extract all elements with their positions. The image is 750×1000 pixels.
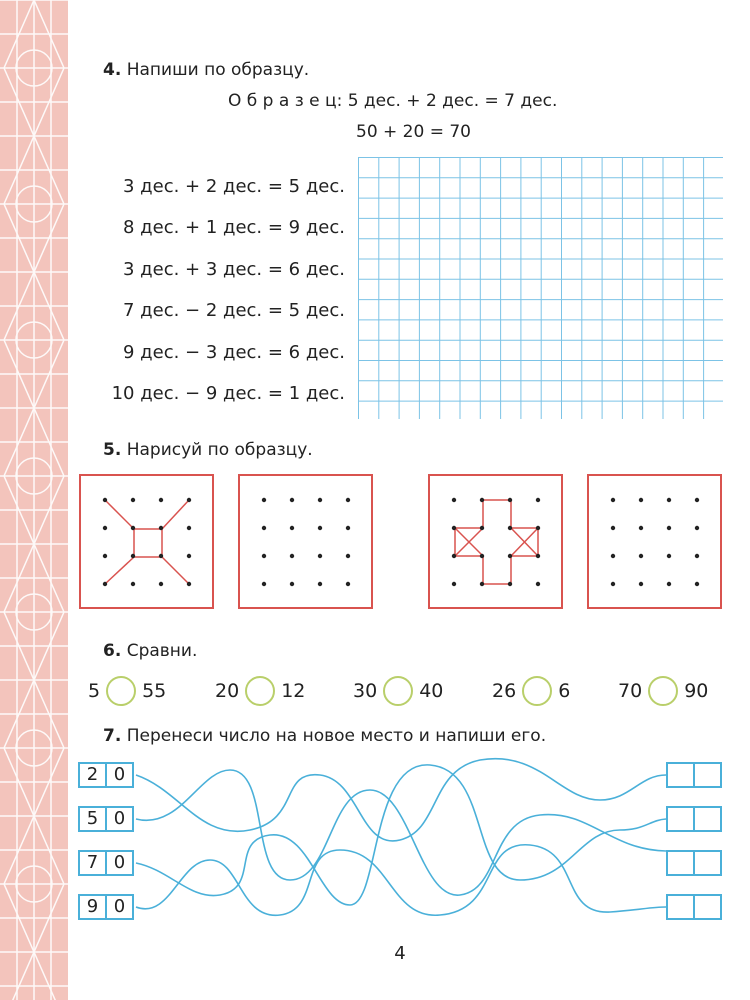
digit-units: 0 bbox=[105, 808, 132, 830]
answer-box-4[interactable] bbox=[666, 894, 722, 920]
maze-line bbox=[136, 759, 666, 841]
compare-right: 12 bbox=[281, 680, 306, 702]
compare-left: 70 bbox=[618, 680, 643, 702]
sample-label: О б р а з е ц: bbox=[228, 91, 343, 111]
task7-number: 7. bbox=[103, 726, 122, 746]
digit-tens: 5 bbox=[86, 808, 99, 829]
maze-line bbox=[136, 770, 666, 895]
number-box-2 bbox=[78, 806, 134, 832]
page-number: 4 bbox=[394, 943, 406, 964]
sample-expression: 5 дес. + 2 дес. = 7 дес. bbox=[347, 91, 558, 111]
digit-units: 0 bbox=[105, 852, 132, 874]
task4-number: 4. bbox=[103, 60, 122, 80]
equation-5: 9 дес. − 3 дес. = 6 дес. bbox=[123, 342, 345, 363]
task6-title: Сравни. bbox=[126, 641, 198, 661]
compare-left: 30 bbox=[353, 680, 378, 702]
answer-box-3[interactable] bbox=[666, 850, 722, 876]
equation-6: 10 дес. − 9 дес. = 1 дес. bbox=[111, 383, 345, 404]
number-box-3 bbox=[78, 850, 134, 876]
digit-tens: 7 bbox=[86, 852, 99, 873]
answer-box-2[interactable] bbox=[666, 806, 722, 832]
task4-title: Напиши по образцу. bbox=[126, 60, 310, 80]
digit-units: 0 bbox=[105, 896, 132, 918]
equation-3: 3 дес. + 3 дес. = 6 дес. bbox=[123, 259, 345, 280]
number-box-4 bbox=[78, 894, 134, 920]
compare-right: 90 bbox=[684, 680, 709, 702]
equation-2: 8 дес. + 1 дес. = 9 дес. bbox=[123, 217, 345, 238]
compare-left: 5 bbox=[88, 680, 101, 702]
task5-title: Нарисуй по образцу. bbox=[126, 440, 313, 460]
task7-title: Перенеси число на новое место и напиши его. bbox=[126, 726, 547, 746]
task5-number: 5. bbox=[103, 440, 122, 460]
compare-left: 26 bbox=[492, 680, 517, 702]
equation-4: 7 дес. − 2 дес. = 5 дес. bbox=[123, 300, 345, 321]
compare-right: 55 bbox=[142, 680, 167, 702]
digit-units: 0 bbox=[105, 764, 132, 786]
digit-tens: 9 bbox=[86, 896, 99, 917]
task6-number: 6. bbox=[103, 641, 122, 661]
maze-line bbox=[136, 845, 666, 916]
sample-result: 50 + 20 = 70 bbox=[356, 122, 471, 142]
compare-right: 40 bbox=[419, 680, 444, 702]
equation-1: 3 дес. + 2 дес. = 5 дес. bbox=[123, 176, 345, 197]
compare-right: 6 bbox=[558, 680, 571, 702]
number-box-1 bbox=[78, 762, 134, 788]
maze-line bbox=[136, 765, 666, 905]
digit-tens: 2 bbox=[86, 764, 99, 785]
answer-box-1[interactable] bbox=[666, 762, 722, 788]
compare-left: 20 bbox=[215, 680, 240, 702]
